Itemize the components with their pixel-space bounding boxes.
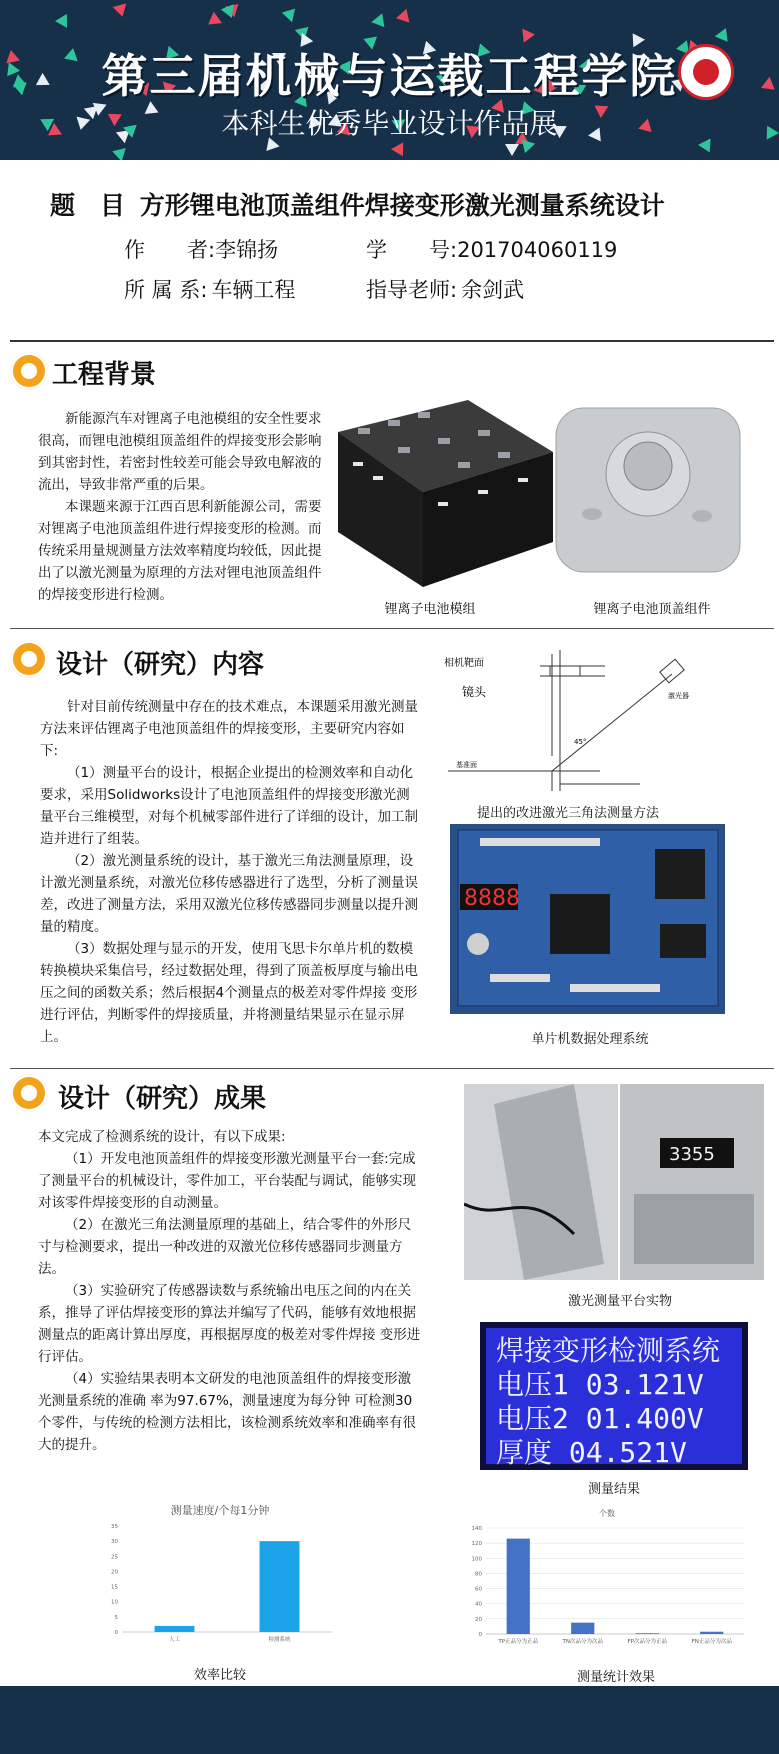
y-tick-label: 60: [475, 1586, 482, 1593]
decorative-triangle: [26, 1686, 753, 1754]
decorative-triangle: [13, 1686, 765, 1754]
caption-measurement-result: 测量结果: [587, 1482, 640, 1497]
y-tick-label: 25: [111, 1554, 118, 1561]
decorative-triangle: [21, 1686, 758, 1754]
x-tick-label: FP次品分为正品: [627, 1639, 667, 1645]
results-intro: 本文完成了检测系统的设计，有以下成果:: [38, 1129, 286, 1145]
content-item-2: （2）激光测量系统的设计，基于激光三角法测量原理，设计激光测量系统，对激光位移传感器进行了选型，分析了测量误差，改进了测量方法，采用双激光位移传感器同步测量以提升测量的精度。: [40, 853, 418, 935]
footer-banner: [0, 1686, 779, 1754]
results-item-2: （2）在激光三角法测量原理的基础上，结合零件的外形尺寸与检测要求，提出一种改进的双激光位移传感器同步测量方法。: [38, 1217, 412, 1277]
y-tick-label: 0: [114, 1630, 118, 1636]
exhibition-title: 第三届机械与运载工程学院: [101, 49, 678, 103]
caption-efficiency: 效率比较: [193, 1668, 246, 1683]
statistics-chart: [462, 1502, 752, 1652]
background-text: [38, 408, 322, 606]
content-item-3: （3）数据处理与显示的开发，使用飞思卡尔单片机的数模转换模块采集信号，经过数据处理，得到了顶盖板厚度与输出电压之间的函数关系；然后根据4个测量点的极差对零件焊接 变形进行评估，判断零件的焊接质量，并将测量结果显示在显示屏上。: [40, 941, 418, 1045]
advisor-label: 指导老师:: [366, 278, 458, 302]
divider: [10, 1068, 774, 1069]
decorative-triangle: [7, 1686, 772, 1754]
speed-comparison-chart: [100, 1500, 340, 1650]
x-tick-label: TP正品分为正品: [498, 1639, 539, 1645]
decorative-triangle: [391, 142, 409, 159]
decorative-triangle: [172, 1686, 608, 1754]
y-tick-label: 30: [111, 1539, 118, 1546]
y-tick-label: 120: [471, 1541, 482, 1548]
x-tick-label: 人工: [168, 1637, 181, 1643]
lcd-line-voltage2: 电压2 01.400V: [496, 1402, 704, 1435]
decorative-triangle: [189, 1686, 590, 1754]
decorative-triangle: [183, 1686, 596, 1754]
bar-2: [636, 1633, 659, 1634]
y-tick-label: 40: [475, 1601, 482, 1608]
decorative-triangle: [124, 1686, 655, 1754]
caption-platform: 激光测量平台实物: [567, 1294, 672, 1309]
seven-segment-display: 8888: [464, 886, 520, 911]
decorative-triangle: [113, 3, 130, 18]
decorative-triangle: [110, 145, 126, 160]
x-tick-label: TN次品分为次品: [562, 1639, 603, 1645]
label-camera-target: 相机靶面: [444, 658, 484, 669]
decorative-triangle: [183, 1686, 596, 1754]
y-tick-label: 140: [471, 1526, 482, 1532]
dept-label: 所 属 系:: [124, 278, 208, 302]
student-id: 201704060119: [457, 238, 618, 262]
y-tick-label: 0: [478, 1632, 482, 1638]
caption-mcu-system: 单片机数据处理系统: [531, 1032, 649, 1047]
decorative-triangle: [369, 1686, 410, 1754]
bar-0: [155, 1626, 195, 1632]
chart-title: 个数: [599, 1509, 615, 1518]
x-tick-label: 检测系统: [268, 1637, 291, 1643]
decorative-triangle: [219, 1686, 560, 1754]
project-title: 方形锂电池顶盖组件焊接变形激光测量系统设计: [139, 191, 665, 220]
background-paragraph-1: 新能源汽车对锂离子电池模组的安全性要求很高，而锂电池模组顶盖组件的焊接变形会影响到其密封性，若密封性较差可能会导致电解液的流出，导致非常严重的后果。: [38, 411, 322, 493]
label-angle: 45°: [574, 738, 587, 746]
bar-1: [260, 1541, 300, 1632]
decorative-triangle: [505, 144, 519, 156]
label-lens: 镜头: [462, 685, 487, 699]
y-tick-label: 5: [114, 1614, 118, 1621]
decorative-triangle: [10, 1686, 769, 1754]
y-tick-label: 80: [475, 1571, 482, 1578]
results-item-4: （4）实验结果表明本文研发的电池顶盖组件的焊接变形激光测量系统的准确 率为97.67%，测量速度为每分钟 可检测30个零件，与传统的检测方法相比，该检测系统效率和准确率有很大的提升。: [38, 1371, 416, 1453]
caption-triangulation: 提出的改进激光三角法测量方法: [476, 806, 659, 821]
results-item-1: （1）开发电池顶盖组件的焊接变形激光测量平台一套:完成了测量平台的机械设计，零件加工，平台装配与调试，能够实现对该零件焊接变形的自动测量。: [38, 1151, 416, 1211]
decorative-triangle: [13, 1686, 765, 1754]
decorative-triangle: [124, 1686, 655, 1754]
y-tick-label: 10: [111, 1599, 118, 1606]
dept-name: 车辆工程: [211, 278, 296, 302]
school-seal-logo: [678, 44, 734, 100]
lcd-line-voltage1: 电压1 03.121V: [496, 1368, 704, 1401]
decorative-triangle: [276, 1686, 504, 1754]
gear-icon: [10, 1074, 48, 1112]
decorative-triangle: [96, 1686, 684, 1754]
laser-triangulation-diagram: [440, 646, 700, 796]
content-intro: 针对目前传统测量中存在的技术难点，本课题采用激光测量方法来评估锂离子电池顶盖组件的焊接变形，主要研究内容如下:: [40, 699, 418, 759]
divider: [10, 628, 774, 629]
decorative-triangle: [78, 1686, 700, 1754]
title-label: 题 目: [50, 191, 126, 220]
author-name: 李锦扬: [215, 238, 279, 262]
author-label: 作 者:: [124, 238, 216, 262]
bar-1: [571, 1623, 594, 1634]
bar-3: [700, 1632, 723, 1634]
label-base-plane: 基准面: [456, 761, 477, 769]
results-item-3: （3）实验研究了传感器读数与系统输出电压之间的内在关系，推导了评估焊接变形的算法并编写了代码，能够有效地根据测量点的距离计算出厚度，再根据厚度的极差对零件焊接 变形进行评估。: [38, 1283, 421, 1365]
gear-icon: [10, 352, 48, 390]
exhibition-subtitle: 本科生优秀毕业设计作品展: [221, 107, 558, 140]
decorative-triangle: [256, 1686, 522, 1754]
project-title-line: [50, 186, 665, 222]
decorative-triangle: [144, 1686, 634, 1754]
gear-icon: [10, 640, 48, 678]
section-heading-results: 设计（研究）成果: [58, 1084, 267, 1114]
student-id-row: [366, 234, 617, 264]
caption-statistics: 测量统计效果: [576, 1670, 655, 1685]
decorative-triangle: [42, 1686, 736, 1754]
advisor-row: [366, 274, 524, 304]
lcd-result-screen: [480, 1322, 748, 1470]
platform-meter-display: 3355: [669, 1144, 715, 1165]
decorative-triangle: [315, 1686, 464, 1754]
results-text: [38, 1126, 424, 1456]
author-row: [124, 234, 278, 264]
bar-0: [507, 1539, 530, 1634]
decorative-triangle: [322, 1686, 457, 1754]
decorative-triangle: [28, 1686, 750, 1754]
background-paragraph-2: 本课题来源于江西百思利新能源公司，需要对锂离子电池顶盖组件进行焊接变形的检测。而传统采用量规测量方法效率精度均较低，因此提出了以激光测量为原理的方法对锂电池顶盖组件的焊接变形进行检测。: [38, 499, 322, 603]
y-tick-label: 15: [111, 1584, 118, 1591]
advisor-name: 余剑武: [461, 278, 525, 302]
caption-top-cover: 锂离子电池顶盖组件: [593, 602, 711, 617]
decorative-triangle: [105, 1686, 675, 1754]
lcd-line-title: 焊接变形检测系统: [496, 1334, 721, 1367]
caption-battery-module: 锂离子电池模组: [384, 602, 476, 617]
decorative-triangle: [237, 1686, 541, 1754]
decorative-triangle: [91, 1686, 688, 1754]
y-tick-label: 20: [475, 1616, 482, 1623]
mcu-board-image: [450, 824, 725, 1014]
decorative-triangle: [36, 1686, 742, 1754]
decorative-triangle: [55, 14, 67, 28]
chart-title: 测量速度/个每1分钟: [170, 1504, 270, 1517]
divider: [10, 340, 774, 342]
decorative-triangle: [371, 11, 388, 27]
section-heading-background: 工程背景: [52, 360, 157, 390]
y-tick-label: 100: [471, 1556, 482, 1563]
decorative-triangle: [204, 12, 222, 30]
decorative-triangle: [105, 1686, 675, 1754]
platform-photo: [464, 1084, 764, 1280]
lcd-line-thickness: 厚度 04.521V: [496, 1436, 687, 1469]
top-cover-image: [552, 404, 744, 576]
x-tick-label: FN正品分为次品: [691, 1639, 732, 1645]
decorative-triangle: [395, 9, 410, 25]
decorative-triangle: [282, 4, 300, 22]
battery-module-image: [328, 392, 558, 592]
section-heading-content: 设计（研究）内容: [56, 650, 265, 680]
y-tick-label: 35: [111, 1524, 118, 1530]
dept-row: [124, 274, 295, 304]
y-tick-label: 20: [111, 1569, 118, 1576]
content-text: [40, 696, 420, 1048]
label-laser: 激光器: [668, 692, 689, 700]
id-label: 学 号:: [366, 238, 458, 262]
content-item-1: （1）测量平台的设计，根据企业提出的检测效率和自动化要求，采用Solidworks设计了电池顶盖组件的焊接变形激光测量平台三维模型，对每个机械零部件进行了详细的设计，加工制造并进行了组装。: [40, 765, 418, 847]
